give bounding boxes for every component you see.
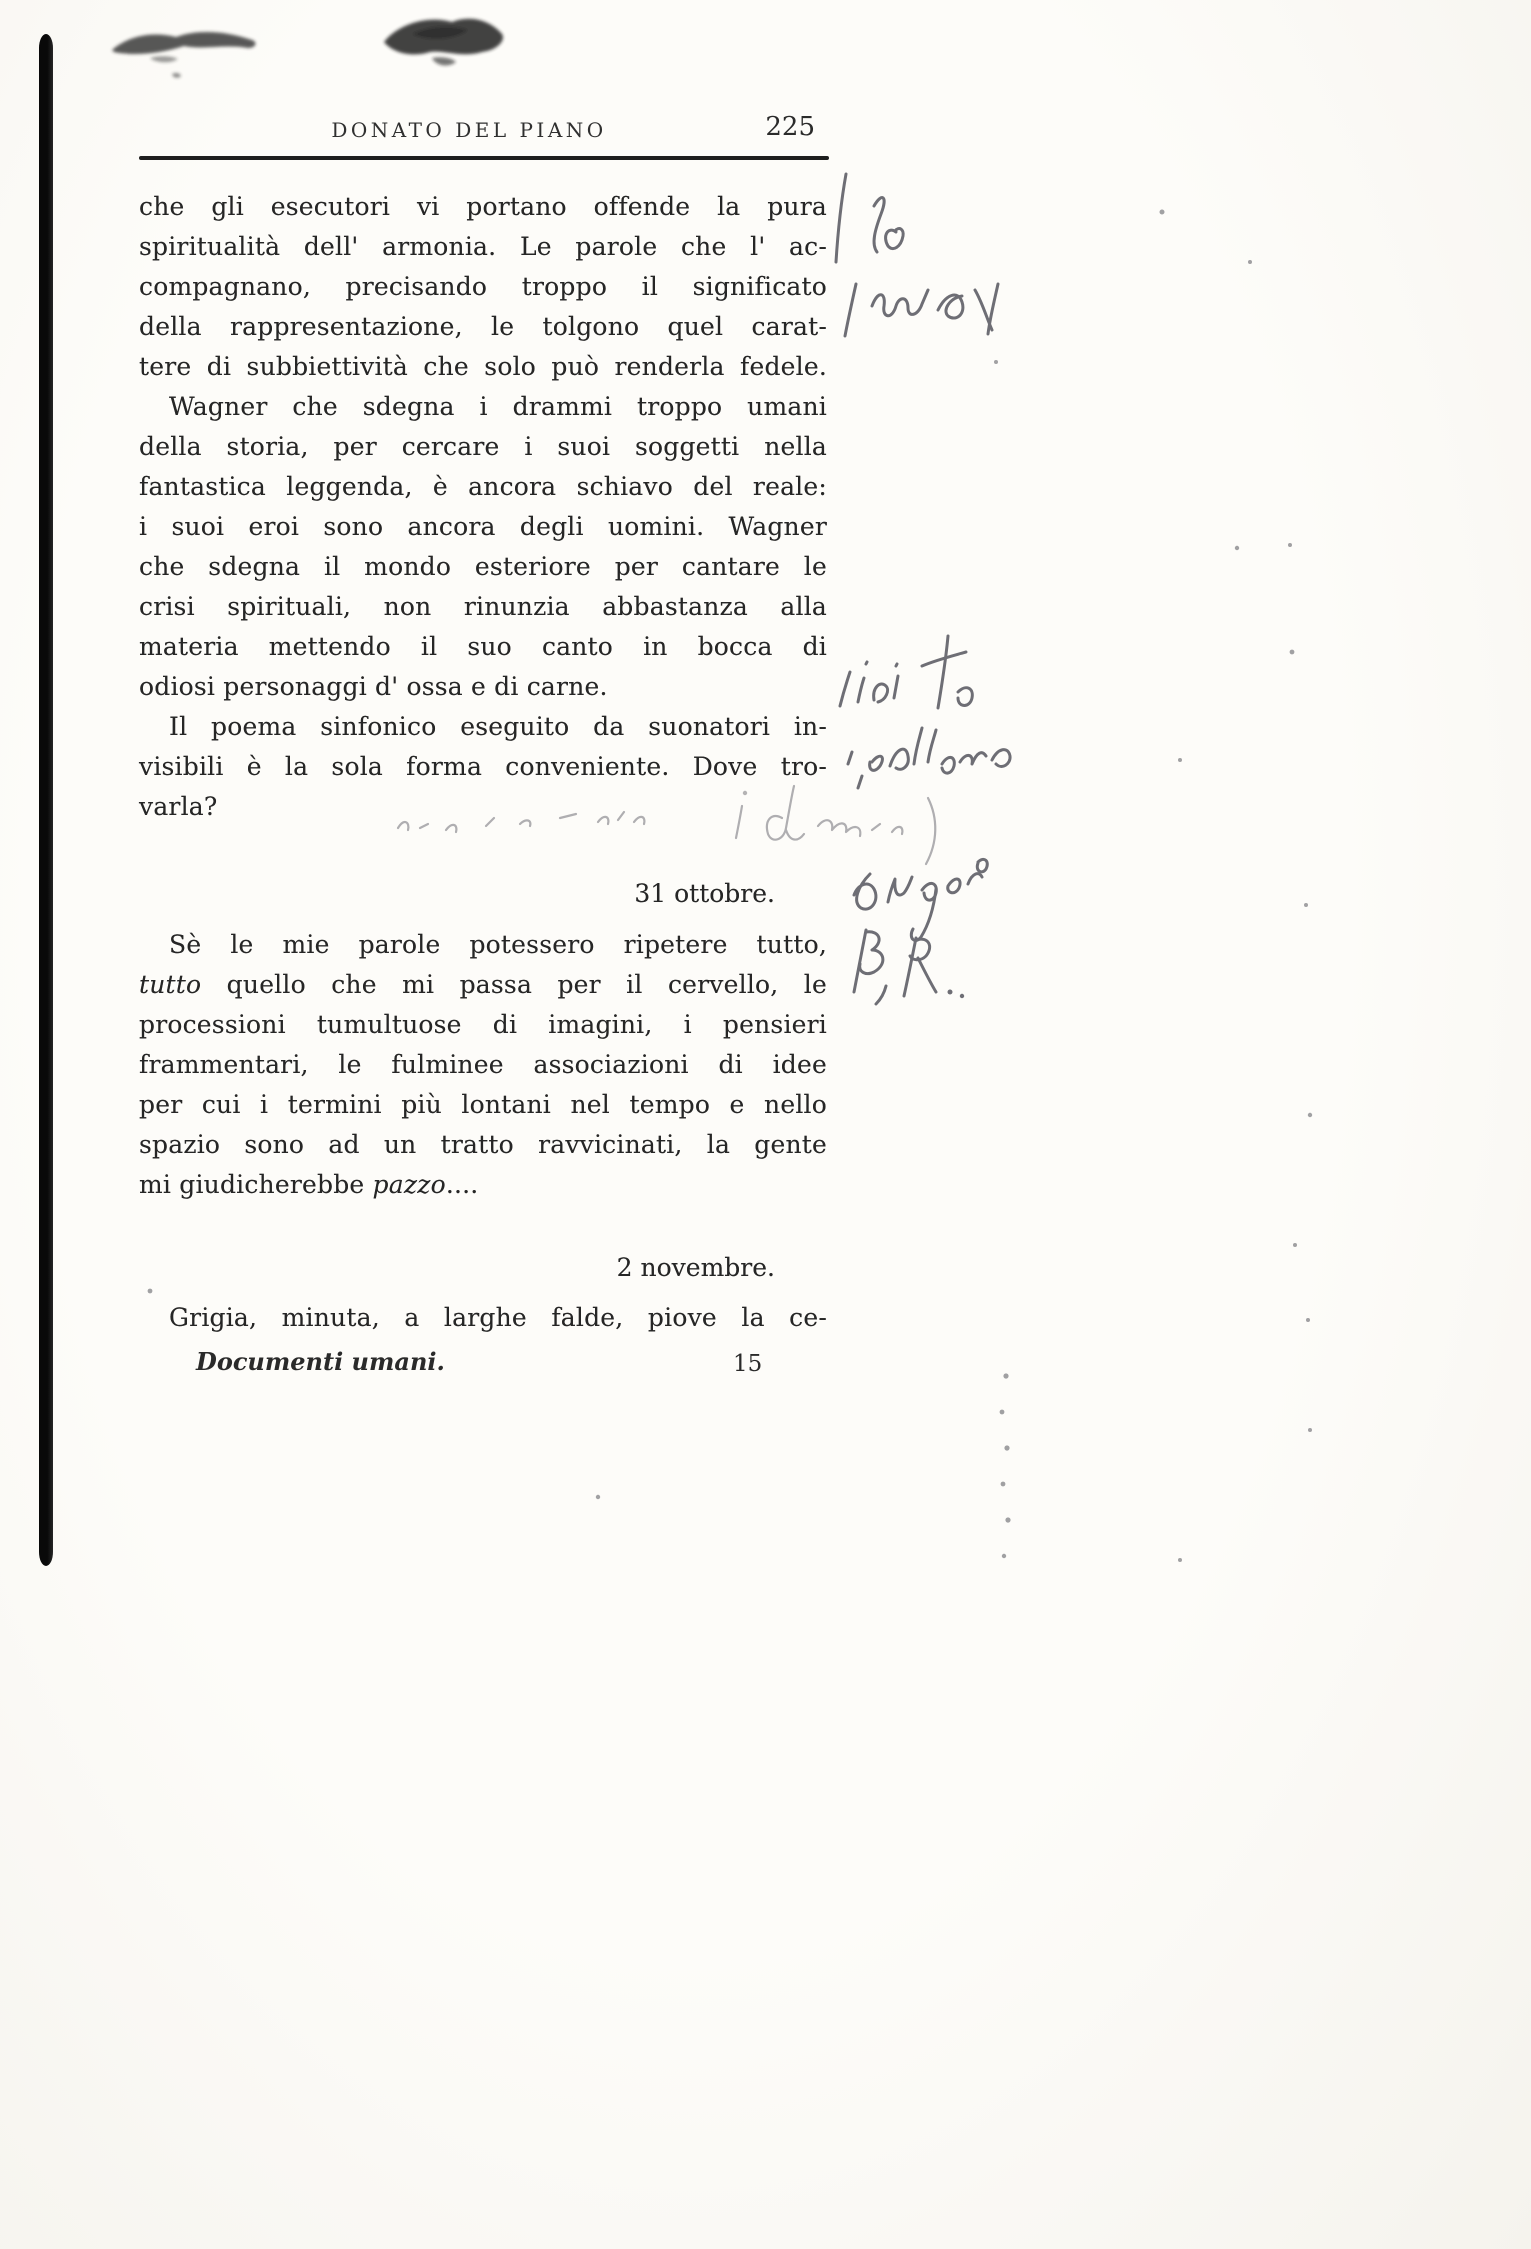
text-block-1: [139, 187, 827, 827]
print-line: visibili è la sola forma conveniente. Dove tro-: [139, 752, 827, 781]
running-title: DONATO DEL PIANO: [331, 118, 607, 142]
handwritten-annotation: [840, 636, 972, 708]
print-line: crisi spirituali, non rinunzia abbastanza alla: [139, 592, 827, 621]
print-line: mi giudicherebbe pazzo....: [139, 1170, 479, 1199]
print-line: i suoi eroi sono ancora degli uomini. Wagner: [139, 512, 827, 541]
print-line: spazio sono ad un tratto ravvicinati, la gente: [139, 1130, 827, 1159]
print-line: fantastica leggenda, è ancora schiavo del reale:: [139, 472, 827, 501]
print-line: della rappresentazione, le tolgono quel carat-: [139, 312, 827, 341]
handwritten-annotation: [845, 284, 998, 336]
print-line: che sdegna il mondo esteriore per cantare le: [139, 552, 827, 581]
handwritten-annotation: [848, 728, 1010, 788]
print-line: Grigia, minuta, a larghe falde, piove la ce-: [169, 1303, 827, 1332]
print-line: tere di subbiettività che solo può renderla fedele.: [139, 352, 827, 381]
signature-number: 15: [733, 1351, 763, 1377]
print-line: odiosi personaggi d' ossa e di carne.: [139, 672, 608, 701]
binding-shadow-bar: [39, 34, 53, 1566]
print-line: Sè le mie parole potessero ripetere tutto,: [169, 930, 827, 959]
date-line-2: 2 novembre.: [616, 1253, 775, 1282]
page-number: 225: [765, 112, 815, 142]
series-title: Documenti umani.: [196, 1347, 445, 1376]
print-line: spiritualità dell' armonia. Le parole che l' ac-: [139, 232, 827, 261]
print-line: che gli esecutori vi portano offende la pura: [139, 192, 827, 221]
handwritten-annotation: [854, 930, 964, 1004]
scan-smudge-left: [112, 32, 255, 78]
print-line: Wagner che sdegna i drammi troppo umani: [169, 392, 827, 421]
print-line: processioni tumultuose di imagini, i pensieri: [139, 1010, 827, 1039]
print-line: per cui i termini più lontani nel tempo e nello: [139, 1090, 827, 1119]
date-line-1: 31 ottobre.: [634, 879, 775, 908]
handwritten-annotation: [854, 859, 987, 940]
running-header: [139, 112, 827, 152]
print-line: della storia, per cercare i suoi soggetti nella: [139, 432, 827, 461]
print-line: Il poema sinfonico eseguito da suonatori in-: [169, 712, 827, 741]
handwritten-annotation: [836, 174, 903, 262]
print-line: compagnano, precisando troppo il significato: [139, 272, 827, 301]
scan-smudge-center: [384, 19, 503, 66]
text-block-2: [139, 925, 827, 1205]
print-line: materia mettendo il suo canto in bocca di: [139, 632, 827, 661]
header-rule: [139, 156, 829, 160]
print-line: tutto quello che mi passa per il cervello, le: [139, 970, 827, 999]
print-line: varla?: [139, 792, 218, 821]
text-block-3: [139, 1298, 827, 1338]
print-line: frammentari, le fulminee associazioni di idee: [139, 1050, 827, 1079]
